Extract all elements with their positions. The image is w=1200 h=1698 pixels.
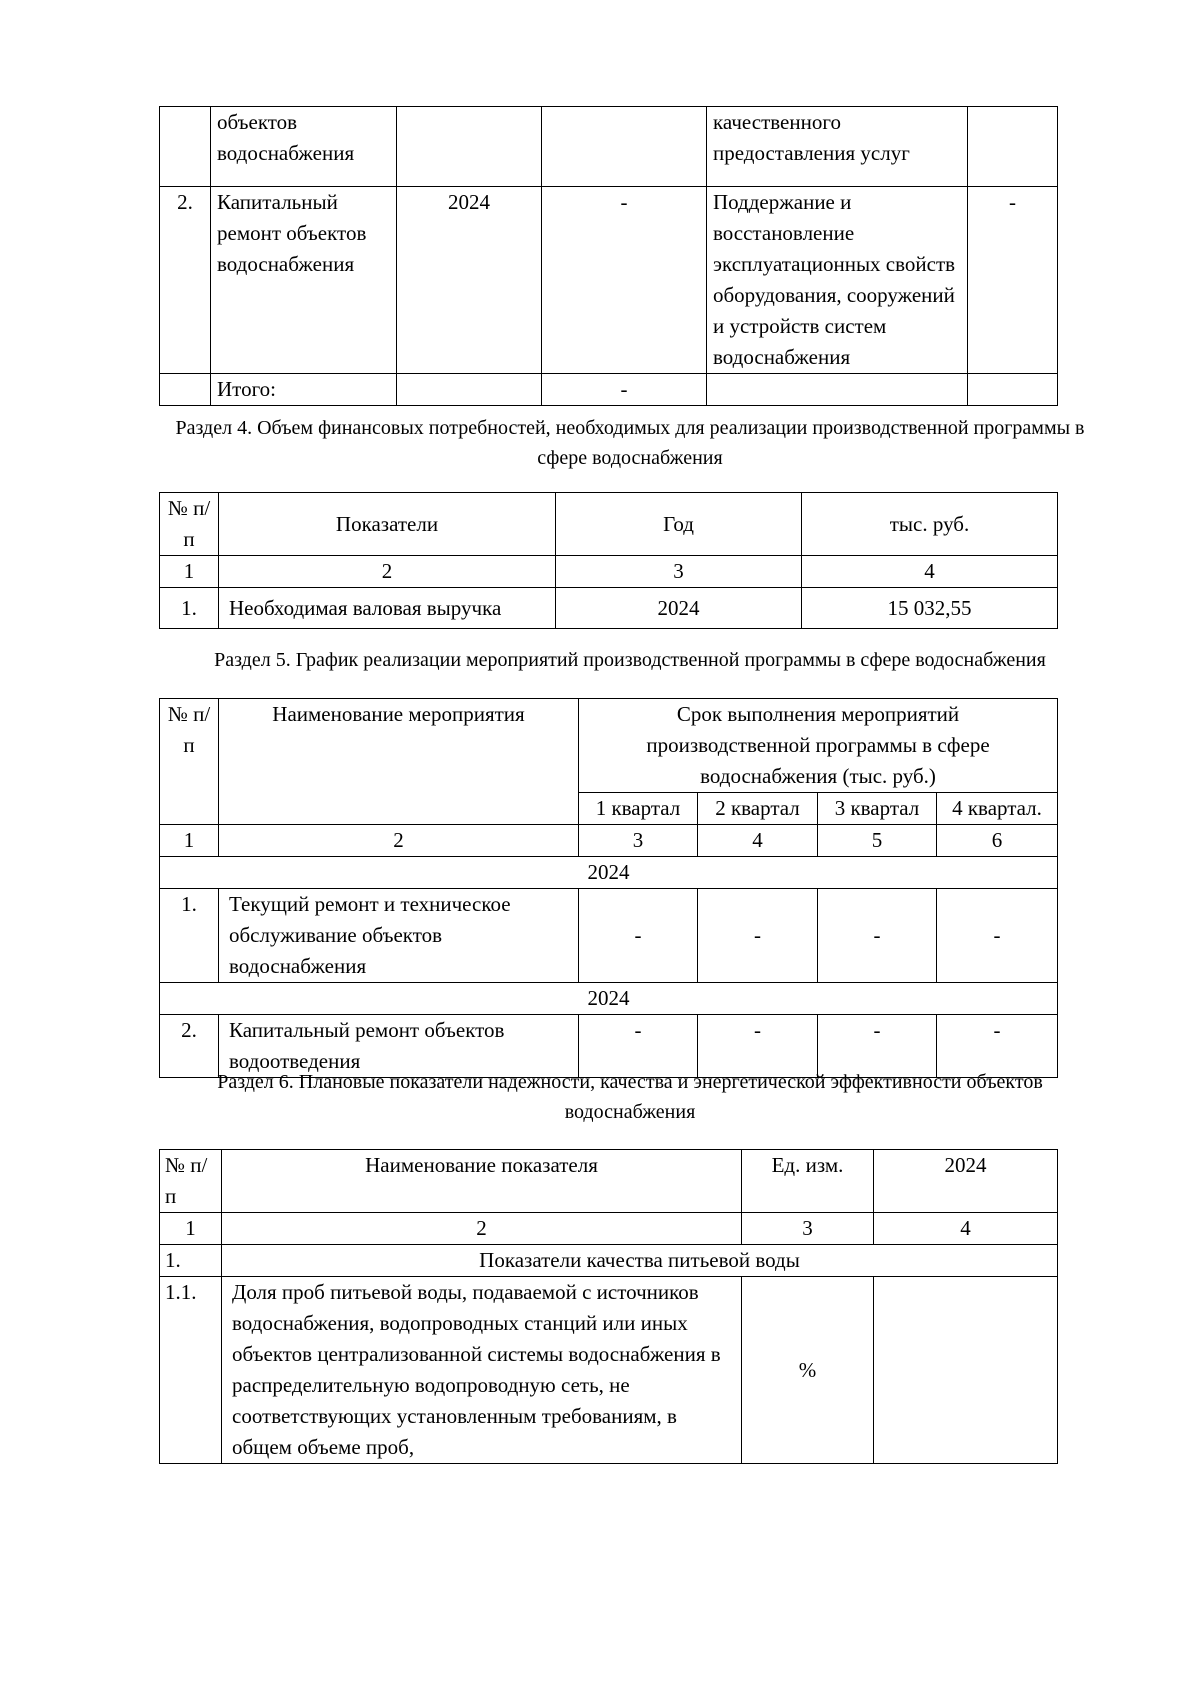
schedule-table xyxy=(159,698,1058,1078)
group-number: 1. xyxy=(160,1245,222,1277)
col-header-term: Срок выполнения мероприятий производственной программы в сфере водоснабжения (тыс. руб.) xyxy=(579,699,1058,793)
col-header-unit: Ед. изм. xyxy=(742,1150,874,1213)
quarter-value: - xyxy=(818,1015,937,1078)
row-number: 2. xyxy=(160,1015,219,1078)
col-header-q1: 1 квартал xyxy=(579,793,698,825)
row-number: 2. xyxy=(160,187,211,374)
table-row xyxy=(160,187,1058,374)
activity-name: Текущий ремонт и техническое обслуживание объектов водоснабжения xyxy=(219,889,579,983)
indicator-year: 2024 xyxy=(556,588,802,629)
quarter-value: - xyxy=(698,889,818,983)
quarter-value: - xyxy=(937,889,1058,983)
column-numbers-row xyxy=(160,1213,1058,1245)
col-number: 4 xyxy=(874,1213,1058,1245)
row-number: 1.1. xyxy=(160,1277,222,1464)
year-label: 2024 xyxy=(160,983,1058,1015)
row-number: 1. xyxy=(160,588,219,629)
financial-needs-table xyxy=(159,492,1058,629)
activity-year: 2024 xyxy=(397,187,542,374)
activities-table xyxy=(159,106,1058,406)
group-name: Показатели качества питьевой воды xyxy=(222,1245,1058,1277)
quarter-value: - xyxy=(579,1015,698,1078)
indicator-name: Необходимая валовая выручка xyxy=(219,588,556,629)
col-header-num: № п/п xyxy=(160,1150,222,1213)
table-row-total xyxy=(160,374,1058,406)
col-number: 6 xyxy=(937,825,1058,857)
col-header-num: № п/п xyxy=(160,493,219,556)
activity-note: - xyxy=(968,187,1058,374)
indicator-value xyxy=(874,1277,1058,1464)
col-header-q3: 3 квартал xyxy=(818,793,937,825)
col-header-q4: 4 квартал. xyxy=(937,793,1058,825)
indicator-unit: % xyxy=(742,1277,874,1464)
col-header-name: Наименование мероприятия xyxy=(219,699,579,825)
column-numbers-row xyxy=(160,825,1058,857)
col-header-amount: тыс. руб. xyxy=(802,493,1058,556)
col-header-name: Наименование показателя xyxy=(222,1150,742,1213)
group-row xyxy=(160,1245,1058,1277)
table-row xyxy=(160,1277,1058,1464)
col-header-indicator: Показатели xyxy=(219,493,556,556)
col-number: 3 xyxy=(556,556,802,588)
table-row xyxy=(160,889,1058,983)
section-4-title: Раздел 4. Объем финансовых потребностей, необходимых для реализации производственной программы в сфере водоснабжения xyxy=(175,417,1085,469)
total-label: Итого: xyxy=(211,374,397,406)
total-cost: - xyxy=(542,374,707,406)
col-number: 3 xyxy=(742,1213,874,1245)
indicator-name: Доля проб питьевой воды, подаваемой с источников водоснабжения, водопроводных станций или иных объектов централизованной системы водоснабжения в распределительную водопроводную сеть, не соответствующих установленным требованиям, в общем объеме проб, xyxy=(222,1277,742,1464)
col-number: 1 xyxy=(160,1213,222,1245)
activity-purpose: Поддержание и восстановление эксплуатационных свойств оборудования, сооружений и устройств систем водоснабжения xyxy=(707,187,968,374)
table-header-row xyxy=(160,1150,1058,1213)
section-5-title: Раздел 5. График реализации мероприятий производственной программы в сфере водоснабжения xyxy=(214,649,1046,671)
year-label: 2024 xyxy=(160,857,1058,889)
col-header-num: № п/п xyxy=(160,699,219,825)
activity-purpose: качественного предоставления услуг xyxy=(707,107,968,187)
col-number: 1 xyxy=(160,825,219,857)
quarter-value: - xyxy=(579,889,698,983)
col-number: 5 xyxy=(818,825,937,857)
col-number: 1 xyxy=(160,556,219,588)
quarter-value: - xyxy=(818,889,937,983)
table-row xyxy=(160,588,1058,629)
activity-name: объектов водоснабжения xyxy=(211,107,397,187)
col-header-year: 2024 xyxy=(874,1150,1058,1213)
activity-cost: - xyxy=(542,187,707,374)
indicator-amount: 15 032,55 xyxy=(802,588,1058,629)
col-header-year: Год xyxy=(556,493,802,556)
table-row xyxy=(160,107,1058,187)
col-number: 4 xyxy=(698,825,818,857)
column-numbers-row xyxy=(160,556,1058,588)
quarter-value: - xyxy=(937,1015,1058,1078)
quarter-value: - xyxy=(698,1015,818,1078)
section-6-title: Раздел 6. Плановые показатели надежности, качества и энергетической эффективности объектов водоснабжения xyxy=(217,1071,1043,1123)
row-number: 1. xyxy=(160,889,219,983)
table-header-row xyxy=(160,493,1058,556)
year-row xyxy=(160,983,1058,1015)
col-header-q2: 2 квартал xyxy=(698,793,818,825)
year-row xyxy=(160,857,1058,889)
indicators-table xyxy=(159,1149,1058,1464)
activity-name: Капитальный ремонт объектов водоотведения xyxy=(219,1015,579,1078)
col-number: 3 xyxy=(579,825,698,857)
col-number: 2 xyxy=(222,1213,742,1245)
table-header-row xyxy=(160,699,1058,793)
activity-name: Капитальный ремонт объектов водоснабжения xyxy=(211,187,397,374)
col-number: 2 xyxy=(219,825,579,857)
col-number: 2 xyxy=(219,556,556,588)
col-number: 4 xyxy=(802,556,1058,588)
